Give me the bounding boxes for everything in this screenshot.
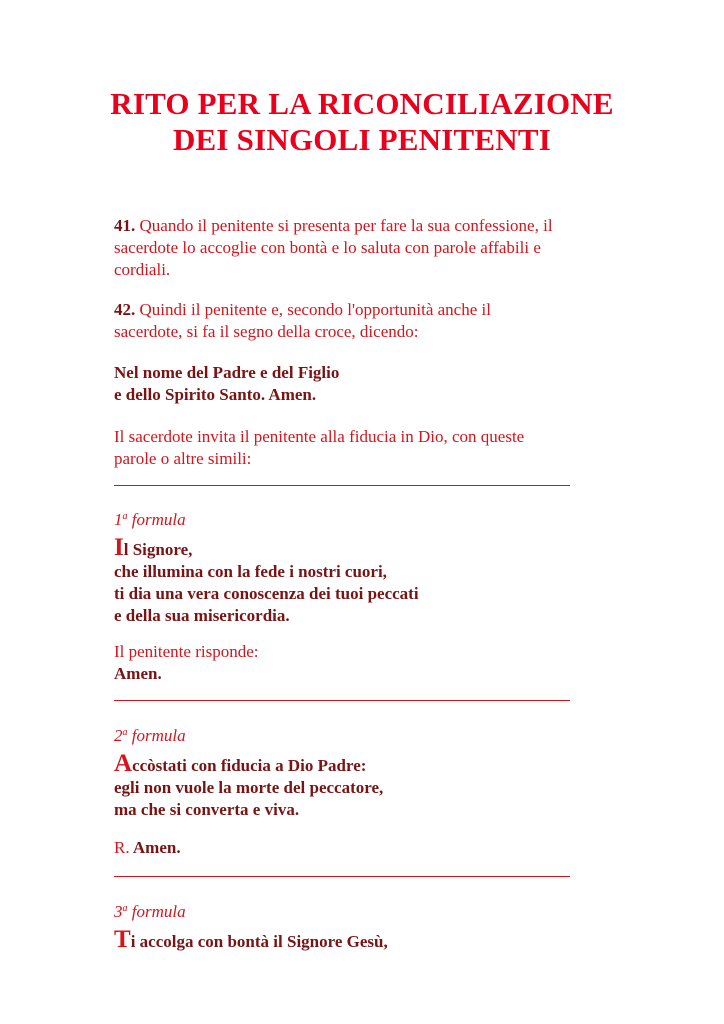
formula-1-ordinal: a [122, 511, 128, 522]
formula-2-line-2: egli non vuole la morte del peccatore, [114, 778, 384, 797]
section-42-text-line-1: Quindi il penitente e, secondo l'opportunità anche il [135, 300, 491, 319]
document-title-line-1: RITO PER LA RICONCILIAZIONE [110, 86, 614, 121]
formula-3-label: formula [127, 902, 186, 921]
section-number-41: 41. [114, 216, 136, 235]
response-marker: R. [114, 838, 130, 857]
section-41-text-line-1: Quando il penitente si presenta per fare la sua confessione, il [135, 216, 553, 235]
formula-2-response [114, 837, 614, 859]
section-41-text-line-3: cordiali. [114, 260, 171, 279]
section-number-42: 42. [114, 300, 136, 319]
formula-1-prayer [114, 534, 614, 627]
formula-2-number: 2 [114, 726, 123, 745]
formula-2-line-1: ccòstati con fiducia a Dio Padre: [132, 756, 367, 775]
formula-1-line-1: l Signore, [123, 540, 193, 559]
formula-3-prayer [114, 926, 614, 953]
formula-3-heading [114, 901, 186, 923]
sign-of-cross-prayer [114, 362, 614, 406]
formula-3-dropcap: T [114, 926, 131, 953]
formula-2-response-text: Amen. [129, 838, 181, 857]
divider-rule [114, 876, 570, 877]
formula-1-response-intro: Il penitente risponde: [114, 642, 259, 661]
priest-invitation [114, 426, 614, 470]
formula-1-dropcap: I [114, 534, 124, 561]
prayer-line-1: Nel nome del Padre e del Figlio [114, 363, 340, 382]
formula-2-label: formula [127, 726, 186, 745]
section-42 [114, 299, 614, 343]
formula-2-dropcap: A [114, 750, 133, 777]
formula-2-prayer [114, 750, 614, 821]
formula-2-heading [114, 725, 186, 747]
document-title-line-2: DEI SINGOLI PENITENTI [172, 122, 552, 157]
formula-1-response: Amen. [114, 664, 162, 683]
formula-2-ordinal: a [122, 727, 128, 738]
formula-3-number: 3 [114, 902, 123, 921]
divider-rule [114, 485, 570, 486]
formula-1-line-3: ti dia una vera conoscenza dei tuoi peccati [114, 584, 419, 603]
formula-3-ordinal: a [122, 903, 128, 914]
formula-1-heading [114, 509, 186, 531]
prayer-line-2: e dello Spirito Santo. Amen. [114, 385, 317, 404]
formula-1-label: formula [127, 510, 186, 529]
section-41 [114, 215, 614, 281]
formula-1-number: 1 [114, 510, 123, 529]
formula-1-line-4: e della sua misericordia. [114, 606, 290, 625]
formula-1-line-2: che illumina con la fede i nostri cuori, [114, 562, 387, 581]
formula-3-line-1: i accolga con bontà il Signore Gesù, [130, 932, 388, 951]
section-42-text-line-2: sacerdote, si fa il segno della croce, dicendo: [114, 322, 419, 341]
section-41-text-line-2: sacerdote lo accoglie con bontà e lo saluta con parole affabili e [114, 238, 541, 257]
divider-rule [114, 700, 570, 701]
invitation-line-1: Il sacerdote invita il penitente alla fiducia in Dio, con queste [114, 427, 525, 446]
formula-2-line-3: ma che si converta e viva. [114, 800, 300, 819]
invitation-line-2: parole o altre simili: [114, 449, 252, 468]
